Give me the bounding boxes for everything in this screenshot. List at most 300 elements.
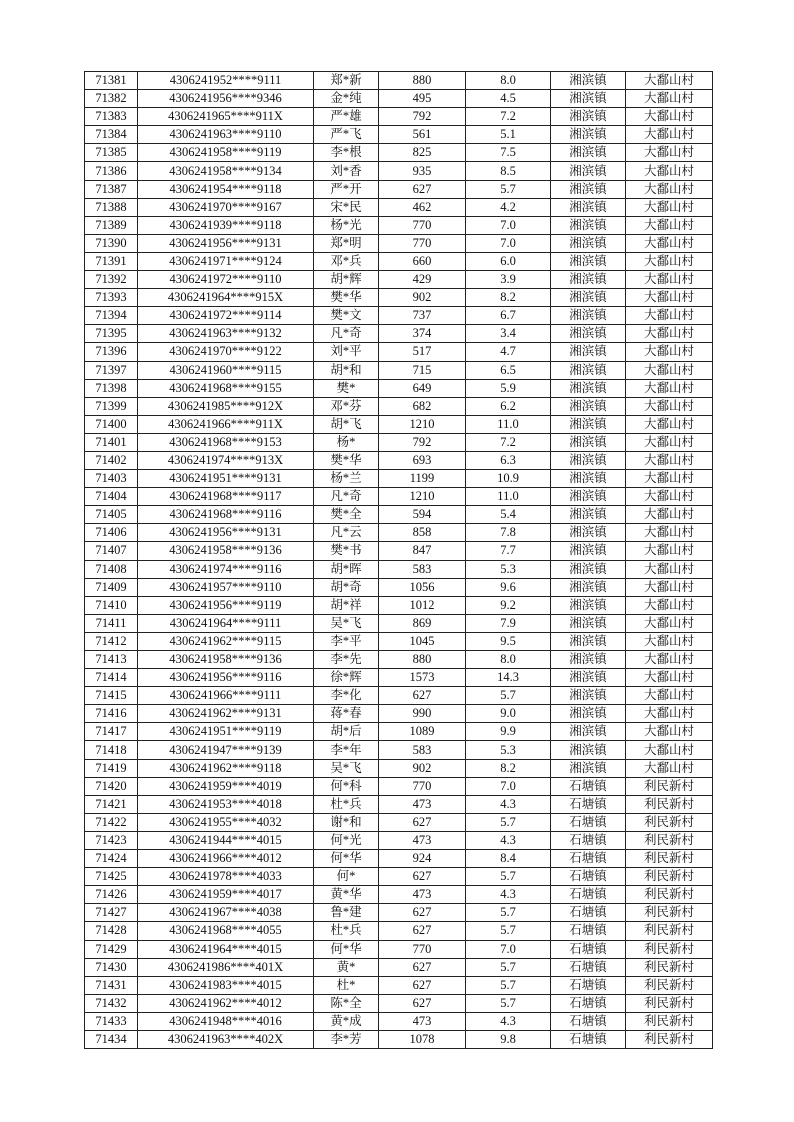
village-cell: 大鄱山村: [626, 614, 713, 632]
name-cell: 严*雄: [314, 108, 379, 126]
name-cell: 樊*华: [314, 451, 379, 469]
row-number-cell: 71393: [85, 289, 138, 307]
table-row: [85, 669, 713, 687]
village-cell: 大鄱山村: [626, 506, 713, 524]
amount-cell: 374: [379, 325, 466, 343]
amount-cell: 1089: [379, 723, 466, 741]
village-cell: 利民新村: [626, 831, 713, 849]
village-cell: 大鄱山村: [626, 524, 713, 542]
town-cell: 湘滨镇: [551, 506, 626, 524]
town-cell: 湘滨镇: [551, 379, 626, 397]
town-cell: 湘滨镇: [551, 162, 626, 180]
name-cell: 何*华: [314, 850, 379, 868]
row-number-cell: 71402: [85, 451, 138, 469]
table-row: [85, 524, 713, 542]
amount-cell: 792: [379, 433, 466, 451]
value-cell: 6.5: [466, 361, 551, 379]
value-cell: 9.6: [466, 578, 551, 596]
amount-cell: 1012: [379, 596, 466, 614]
row-number-cell: 71417: [85, 723, 138, 741]
row-number-cell: 71406: [85, 524, 138, 542]
village-cell: 大鄱山村: [626, 234, 713, 252]
value-cell: 9.0: [466, 705, 551, 723]
village-cell: 利民新村: [626, 976, 713, 994]
town-cell: 石塘镇: [551, 831, 626, 849]
id-number-cell: 4306241965****911X: [138, 108, 314, 126]
amount-cell: 627: [379, 922, 466, 940]
value-cell: 4.3: [466, 831, 551, 849]
table-row: [85, 868, 713, 886]
village-cell: 利民新村: [626, 922, 713, 940]
village-cell: 大鄱山村: [626, 72, 713, 90]
town-cell: 湘滨镇: [551, 325, 626, 343]
village-cell: 大鄱山村: [626, 470, 713, 488]
town-cell: 湘滨镇: [551, 216, 626, 234]
id-number-cell: 4306241957****9110: [138, 578, 314, 596]
id-number-cell: 4306241968****9153: [138, 433, 314, 451]
name-cell: 李*芳: [314, 1030, 379, 1048]
village-cell: 大鄱山村: [626, 669, 713, 687]
table-row: [85, 904, 713, 922]
name-cell: 杨*光: [314, 216, 379, 234]
name-cell: 凡*奇: [314, 325, 379, 343]
amount-cell: 627: [379, 904, 466, 922]
id-number-cell: 4306241951****9131: [138, 470, 314, 488]
amount-cell: 583: [379, 741, 466, 759]
town-cell: 湘滨镇: [551, 614, 626, 632]
town-cell: 湘滨镇: [551, 144, 626, 162]
village-cell: 大鄱山村: [626, 379, 713, 397]
value-cell: 4.2: [466, 198, 551, 216]
value-cell: 5.3: [466, 560, 551, 578]
value-cell: 7.2: [466, 433, 551, 451]
table-row: [85, 72, 713, 90]
amount-cell: 627: [379, 868, 466, 886]
name-cell: 陈*全: [314, 994, 379, 1012]
name-cell: 黄*华: [314, 886, 379, 904]
value-cell: 7.9: [466, 614, 551, 632]
id-number-cell: 4306241971****9124: [138, 252, 314, 270]
table-row: [85, 126, 713, 144]
town-cell: 石塘镇: [551, 777, 626, 795]
village-cell: 大鄱山村: [626, 252, 713, 270]
amount-cell: 627: [379, 976, 466, 994]
row-number-cell: 71430: [85, 958, 138, 976]
table-row: [85, 415, 713, 433]
village-cell: 大鄱山村: [626, 108, 713, 126]
value-cell: 5.7: [466, 976, 551, 994]
name-cell: 李*先: [314, 651, 379, 669]
village-cell: 利民新村: [626, 1030, 713, 1048]
id-number-cell: 4306241963****9110: [138, 126, 314, 144]
value-cell: 5.7: [466, 922, 551, 940]
village-cell: 大鄱山村: [626, 451, 713, 469]
value-cell: 5.7: [466, 813, 551, 831]
town-cell: 湘滨镇: [551, 234, 626, 252]
town-cell: 石塘镇: [551, 795, 626, 813]
id-number-cell: 4306241959****4017: [138, 886, 314, 904]
village-cell: 大鄱山村: [626, 560, 713, 578]
town-cell: 石塘镇: [551, 1030, 626, 1048]
id-number-cell: 4306241962****9115: [138, 632, 314, 650]
value-cell: 5.1: [466, 126, 551, 144]
row-number-cell: 71408: [85, 560, 138, 578]
id-number-cell: 4306241953****4018: [138, 795, 314, 813]
name-cell: 何*: [314, 868, 379, 886]
name-cell: 刘*平: [314, 343, 379, 361]
value-cell: 7.5: [466, 144, 551, 162]
village-cell: 大鄱山村: [626, 216, 713, 234]
name-cell: 凡*云: [314, 524, 379, 542]
id-number-cell: 4306241959****4019: [138, 777, 314, 795]
village-cell: 大鄱山村: [626, 596, 713, 614]
amount-cell: 1210: [379, 415, 466, 433]
id-number-cell: 4306241972****9110: [138, 271, 314, 289]
value-cell: 5.9: [466, 379, 551, 397]
village-cell: 大鄱山村: [626, 632, 713, 650]
town-cell: 湘滨镇: [551, 596, 626, 614]
amount-cell: 880: [379, 651, 466, 669]
name-cell: 杜*兵: [314, 922, 379, 940]
id-number-cell: 4306241974****9116: [138, 560, 314, 578]
amount-cell: 693: [379, 451, 466, 469]
name-cell: 樊*全: [314, 506, 379, 524]
table-row: [85, 994, 713, 1012]
value-cell: 5.7: [466, 904, 551, 922]
row-number-cell: 71410: [85, 596, 138, 614]
row-number-cell: 71385: [85, 144, 138, 162]
amount-cell: 649: [379, 379, 466, 397]
town-cell: 湘滨镇: [551, 271, 626, 289]
town-cell: 湘滨镇: [551, 651, 626, 669]
table-row: [85, 560, 713, 578]
row-number-cell: 71427: [85, 904, 138, 922]
id-number-cell: 4306241966****911X: [138, 415, 314, 433]
name-cell: 樊*华: [314, 289, 379, 307]
value-cell: 8.4: [466, 850, 551, 868]
village-cell: 大鄱山村: [626, 361, 713, 379]
id-number-cell: 4306241964****9111: [138, 614, 314, 632]
row-number-cell: 71420: [85, 777, 138, 795]
id-number-cell: 4306241968****4055: [138, 922, 314, 940]
value-cell: 9.2: [466, 596, 551, 614]
row-number-cell: 71382: [85, 90, 138, 108]
village-cell: 大鄱山村: [626, 705, 713, 723]
table-row: [85, 397, 713, 415]
town-cell: 湘滨镇: [551, 361, 626, 379]
value-cell: 5.7: [466, 687, 551, 705]
value-cell: 10.9: [466, 470, 551, 488]
value-cell: 7.8: [466, 524, 551, 542]
village-cell: 利民新村: [626, 850, 713, 868]
town-cell: 湘滨镇: [551, 252, 626, 270]
id-number-cell: 4306241960****9115: [138, 361, 314, 379]
amount-cell: 770: [379, 234, 466, 252]
row-number-cell: 71431: [85, 976, 138, 994]
id-number-cell: 4306241944****4015: [138, 831, 314, 849]
table-row: [85, 777, 713, 795]
table-row: [85, 234, 713, 252]
amount-cell: 473: [379, 831, 466, 849]
amount-cell: 770: [379, 777, 466, 795]
table-row: [85, 759, 713, 777]
village-cell: 大鄱山村: [626, 542, 713, 560]
name-cell: 邓*芬: [314, 397, 379, 415]
name-cell: 徐*辉: [314, 669, 379, 687]
row-number-cell: 71387: [85, 180, 138, 198]
row-number-cell: 71433: [85, 1012, 138, 1030]
name-cell: 黄*: [314, 958, 379, 976]
village-cell: 大鄱山村: [626, 144, 713, 162]
name-cell: 严*飞: [314, 126, 379, 144]
id-number-cell: 4306241974****913X: [138, 451, 314, 469]
town-cell: 湘滨镇: [551, 578, 626, 596]
id-number-cell: 4306241983****4015: [138, 976, 314, 994]
name-cell: 胡*飞: [314, 415, 379, 433]
value-cell: 7.0: [466, 777, 551, 795]
id-number-cell: 4306241985****912X: [138, 397, 314, 415]
village-cell: 大鄱山村: [626, 397, 713, 415]
amount-cell: 847: [379, 542, 466, 560]
town-cell: 湘滨镇: [551, 632, 626, 650]
row-number-cell: 71414: [85, 669, 138, 687]
name-cell: 杨*兰: [314, 470, 379, 488]
amount-cell: 924: [379, 850, 466, 868]
id-number-cell: 4306241956****9131: [138, 234, 314, 252]
value-cell: 7.2: [466, 108, 551, 126]
town-cell: 湘滨镇: [551, 759, 626, 777]
town-cell: 湘滨镇: [551, 289, 626, 307]
table-row: [85, 813, 713, 831]
village-cell: 利民新村: [626, 994, 713, 1012]
value-cell: 11.0: [466, 415, 551, 433]
table-row: [85, 252, 713, 270]
row-number-cell: 71407: [85, 542, 138, 560]
amount-cell: 594: [379, 506, 466, 524]
id-number-cell: 4306241978****4033: [138, 868, 314, 886]
amount-cell: 682: [379, 397, 466, 415]
row-number-cell: 71423: [85, 831, 138, 849]
amount-cell: 825: [379, 144, 466, 162]
amount-cell: 880: [379, 72, 466, 90]
row-number-cell: 71399: [85, 397, 138, 415]
value-cell: 7.0: [466, 940, 551, 958]
town-cell: 湘滨镇: [551, 343, 626, 361]
table-row: [85, 976, 713, 994]
town-cell: 湘滨镇: [551, 108, 626, 126]
table-row: [85, 795, 713, 813]
table-row: [85, 578, 713, 596]
village-cell: 大鄱山村: [626, 271, 713, 289]
amount-cell: 1056: [379, 578, 466, 596]
row-number-cell: 71390: [85, 234, 138, 252]
id-number-cell: 4306241962****4012: [138, 994, 314, 1012]
value-cell: 7.0: [466, 234, 551, 252]
amount-cell: 429: [379, 271, 466, 289]
table-row: [85, 379, 713, 397]
row-number-cell: 71388: [85, 198, 138, 216]
value-cell: 7.0: [466, 216, 551, 234]
row-number-cell: 71384: [85, 126, 138, 144]
name-cell: 吴*飞: [314, 614, 379, 632]
table-row: [85, 958, 713, 976]
row-number-cell: 71391: [85, 252, 138, 270]
table-row: [85, 922, 713, 940]
table-row: [85, 108, 713, 126]
value-cell: 4.3: [466, 886, 551, 904]
town-cell: 湘滨镇: [551, 723, 626, 741]
name-cell: 何*光: [314, 831, 379, 849]
row-number-cell: 71397: [85, 361, 138, 379]
table-row: [85, 886, 713, 904]
town-cell: 湘滨镇: [551, 705, 626, 723]
name-cell: 胡*奇: [314, 578, 379, 596]
village-cell: 大鄱山村: [626, 180, 713, 198]
table-row: [85, 1012, 713, 1030]
id-number-cell: 4306241956****9346: [138, 90, 314, 108]
row-number-cell: 71434: [85, 1030, 138, 1048]
amount-cell: 737: [379, 307, 466, 325]
table-row: [85, 198, 713, 216]
value-cell: 5.3: [466, 741, 551, 759]
village-cell: 利民新村: [626, 940, 713, 958]
id-number-cell: 4306241966****4012: [138, 850, 314, 868]
town-cell: 湘滨镇: [551, 560, 626, 578]
table-row: [85, 506, 713, 524]
value-cell: 8.2: [466, 289, 551, 307]
table-row: [85, 687, 713, 705]
town-cell: 湘滨镇: [551, 524, 626, 542]
table-row: [85, 289, 713, 307]
name-cell: 郑*新: [314, 72, 379, 90]
name-cell: 胡*辉: [314, 271, 379, 289]
value-cell: 6.0: [466, 252, 551, 270]
name-cell: 凡*奇: [314, 488, 379, 506]
amount-cell: 1210: [379, 488, 466, 506]
id-number-cell: 4306241956****9116: [138, 669, 314, 687]
table-row: [85, 705, 713, 723]
id-number-cell: 4306241964****4015: [138, 940, 314, 958]
table-row: [85, 343, 713, 361]
table-row: [85, 361, 713, 379]
name-cell: 黄*成: [314, 1012, 379, 1030]
town-cell: 湘滨镇: [551, 397, 626, 415]
table-row: [85, 325, 713, 343]
table-row: [85, 741, 713, 759]
name-cell: 李*平: [314, 632, 379, 650]
table-row: [85, 470, 713, 488]
town-cell: 湘滨镇: [551, 470, 626, 488]
name-cell: 胡*祥: [314, 596, 379, 614]
town-cell: 石塘镇: [551, 958, 626, 976]
town-cell: 湘滨镇: [551, 433, 626, 451]
row-number-cell: 71389: [85, 216, 138, 234]
id-number-cell: 4306241954****9118: [138, 180, 314, 198]
row-number-cell: 71405: [85, 506, 138, 524]
row-number-cell: 71404: [85, 488, 138, 506]
amount-cell: 869: [379, 614, 466, 632]
table-row: [85, 451, 713, 469]
row-number-cell: 71432: [85, 994, 138, 1012]
id-number-cell: 4306241986****401X: [138, 958, 314, 976]
id-number-cell: 4306241955****4032: [138, 813, 314, 831]
value-cell: 4.3: [466, 795, 551, 813]
id-number-cell: 4306241958****9119: [138, 144, 314, 162]
id-number-cell: 4306241958****9136: [138, 542, 314, 560]
town-cell: 石塘镇: [551, 994, 626, 1012]
village-cell: 大鄱山村: [626, 343, 713, 361]
table-row: [85, 433, 713, 451]
value-cell: 9.5: [466, 632, 551, 650]
row-number-cell: 71401: [85, 433, 138, 451]
town-cell: 湘滨镇: [551, 741, 626, 759]
name-cell: 杨*: [314, 433, 379, 451]
table-row: [85, 542, 713, 560]
id-number-cell: 4306241951****9119: [138, 723, 314, 741]
amount-cell: 627: [379, 994, 466, 1012]
village-cell: 大鄱山村: [626, 325, 713, 343]
name-cell: 李*根: [314, 144, 379, 162]
village-cell: 大鄱山村: [626, 162, 713, 180]
value-cell: 3.4: [466, 325, 551, 343]
town-cell: 湘滨镇: [551, 72, 626, 90]
amount-cell: 627: [379, 687, 466, 705]
value-cell: 6.3: [466, 451, 551, 469]
table-row: [85, 596, 713, 614]
name-cell: 樊*书: [314, 542, 379, 560]
name-cell: 鲁*建: [314, 904, 379, 922]
village-cell: 大鄱山村: [626, 488, 713, 506]
town-cell: 石塘镇: [551, 922, 626, 940]
village-cell: 利民新村: [626, 904, 713, 922]
amount-cell: 1199: [379, 470, 466, 488]
value-cell: 8.2: [466, 759, 551, 777]
table-row: [85, 940, 713, 958]
id-number-cell: 4306241958****9136: [138, 651, 314, 669]
id-number-cell: 4306241963****9132: [138, 325, 314, 343]
row-number-cell: 71398: [85, 379, 138, 397]
town-cell: 湘滨镇: [551, 126, 626, 144]
town-cell: 石塘镇: [551, 1012, 626, 1030]
village-cell: 大鄱山村: [626, 433, 713, 451]
table-row: [85, 850, 713, 868]
row-number-cell: 71409: [85, 578, 138, 596]
value-cell: 8.0: [466, 651, 551, 669]
village-cell: 大鄱山村: [626, 415, 713, 433]
name-cell: 李*化: [314, 687, 379, 705]
value-cell: 4.7: [466, 343, 551, 361]
town-cell: 湘滨镇: [551, 198, 626, 216]
amount-cell: 935: [379, 162, 466, 180]
town-cell: 湘滨镇: [551, 415, 626, 433]
town-cell: 湘滨镇: [551, 669, 626, 687]
name-cell: 蒋*春: [314, 705, 379, 723]
id-number-cell: 4306241967****4038: [138, 904, 314, 922]
table-row: [85, 723, 713, 741]
village-cell: 大鄱山村: [626, 198, 713, 216]
value-cell: 5.4: [466, 506, 551, 524]
town-cell: 湘滨镇: [551, 542, 626, 560]
value-cell: 6.7: [466, 307, 551, 325]
table-row: [85, 488, 713, 506]
amount-cell: 517: [379, 343, 466, 361]
table-row: [85, 307, 713, 325]
amount-cell: 1078: [379, 1030, 466, 1048]
name-cell: 杜*兵: [314, 795, 379, 813]
row-number-cell: 71429: [85, 940, 138, 958]
row-number-cell: 71426: [85, 886, 138, 904]
town-cell: 石塘镇: [551, 868, 626, 886]
